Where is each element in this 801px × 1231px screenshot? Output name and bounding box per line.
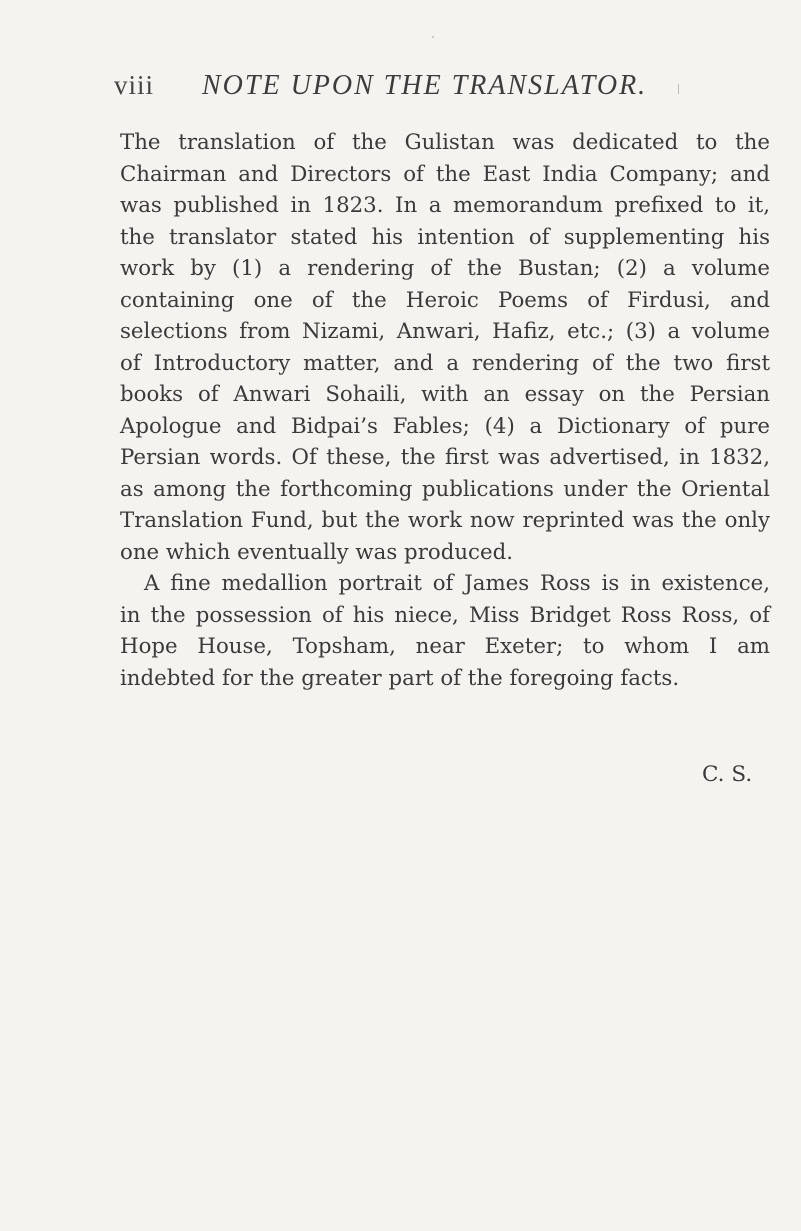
paragraph-1-line-4: the translator stated his intention of supplementing his (120, 224, 770, 250)
paper-speck (432, 36, 434, 38)
paper-speck (678, 84, 679, 94)
paragraph-1-line-13: Translation Fund, but the work now reprinted was the only (120, 508, 770, 533)
paragraph-2-line-2: in the possession of his niece, Miss Bridget Ross Ross, of (120, 602, 770, 628)
paragraph-1-line-12: as among the forthcoming publications under the Oriental (120, 476, 770, 502)
paragraph-1-line-1: The translation of the Gulistan was dedicated to the (120, 130, 770, 155)
paragraph-1-line-14: one which eventually was produced. (120, 539, 513, 565)
running-head (114, 70, 714, 110)
running-head-title: NOTE UPON THE TRANSLATOR. (202, 70, 648, 101)
paragraph-1-line-5: work by (1) a rendering of the Bustan; (2) a volume (120, 256, 770, 281)
paragraph-1-line-6: containing one of the Heroic Poems of Firdusi, and (120, 287, 770, 313)
paragraph-2-line-1: A fine medallion portrait of James Ross is in existence, (144, 571, 770, 596)
paragraph-1-line-2: Chairman and Directors of the East India Company; and (120, 161, 770, 187)
paragraph-1-line-7: selections from Nizami, Anwari, Hafiz, etc.; (3) a volume (120, 319, 770, 344)
paragraph-2-line-3: Hope House, Topsham, near Exeter; to whom I am (120, 634, 770, 659)
page-number: viii (114, 70, 155, 100)
paragraph-1-line-10: Apologue and Bidpai’s Fables; (4) a Dictionary of pure (120, 413, 770, 439)
body-text (120, 127, 770, 694)
paragraph-1-line-9: books of Anwari Sohaili, with an essay on the Persian (120, 382, 770, 407)
paragraph-1-line-11: Persian words. Of these, the first was advertised, in 1832, (120, 445, 770, 470)
paragraph-2-line-4: indebted for the greater part of the foregoing facts. (120, 665, 680, 691)
paragraph-1-line-3: was published in 1823. In a memorandum prefixed to it, (120, 193, 770, 218)
signature-initials: C. S. (702, 762, 753, 787)
paragraph-1-line-8: of Introductory matter, and a rendering of the two first (120, 350, 770, 376)
